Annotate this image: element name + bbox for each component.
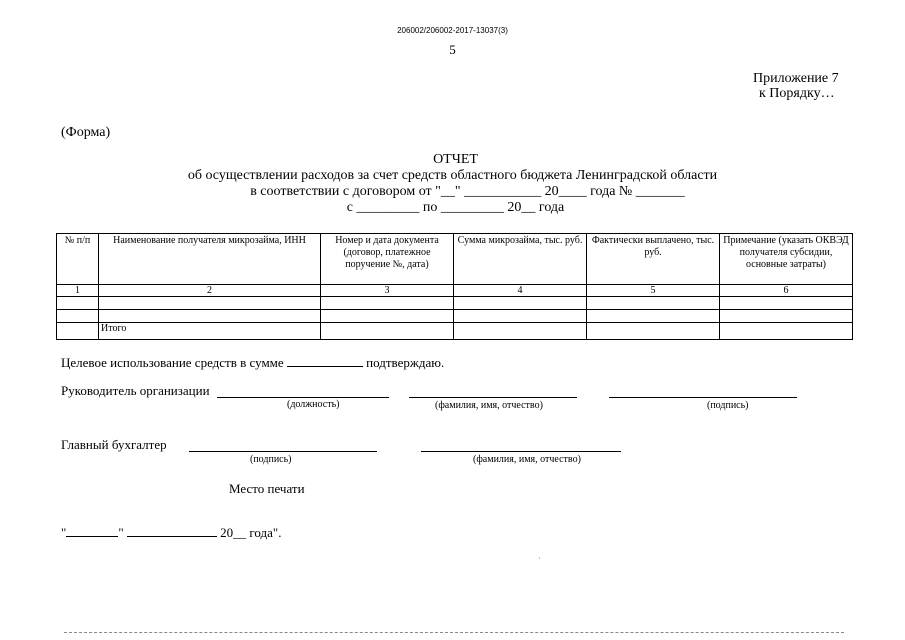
col-header-loan-amount: Сумма микрозайма, тыс. руб. — [454, 234, 587, 285]
table-cell[interactable] — [454, 310, 587, 323]
head-signature-caption: (подпись) — [707, 400, 749, 411]
table-cell[interactable] — [99, 310, 321, 323]
accountant-signature-caption: (подпись) — [250, 454, 292, 465]
title-line-2: об осуществлении расходов за счет средств областного бюджета Ленинградской области — [187, 168, 718, 183]
table-cell — [57, 323, 99, 340]
table-row-column-numbers — [57, 285, 853, 297]
amount-blank[interactable] — [287, 354, 363, 367]
date-year-text: 20__ года". — [220, 525, 282, 540]
confirmation-suffix: подтверждаю. — [366, 355, 445, 370]
accountant-name-line[interactable] — [421, 451, 621, 452]
appendix-line-1: Приложение 7 — [753, 71, 839, 86]
col-number-cell: 5 — [587, 285, 720, 297]
report-table — [56, 233, 853, 340]
col-header-number: № п/п — [57, 234, 99, 285]
col-number-cell: 2 — [99, 285, 321, 297]
report-title — [0, 152, 905, 216]
form-label: (Форма) — [61, 125, 111, 140]
col-header-recipient: Наименование получателя микрозайма, ИНН — [99, 234, 321, 285]
table-cell[interactable] — [57, 297, 99, 310]
date-line — [61, 524, 281, 541]
table-cell[interactable] — [720, 297, 853, 310]
col-number-cell: 4 — [454, 285, 587, 297]
table-cell[interactable] — [321, 310, 454, 323]
col-number-cell: 3 — [321, 285, 454, 297]
col-header-paid: Фактически выплачено, тыс. руб. — [587, 234, 720, 285]
date-mid-quote: " — [118, 525, 124, 540]
table-cell[interactable] — [99, 297, 321, 310]
appendix-reference — [753, 71, 839, 101]
date-open-quote: " — [61, 525, 67, 540]
page-number: 5 — [449, 42, 456, 57]
table-row — [57, 310, 853, 323]
col-header-document: Номер и дата документа (договор, платежное поручение №, дата) — [321, 234, 454, 285]
appendix-line-2: к Порядку… — [759, 86, 835, 101]
table-total-row — [57, 323, 853, 340]
bottom-edge-rule — [64, 632, 844, 633]
head-label: Руководитель организации — [61, 383, 210, 398]
title-line-4: с _________ по _________ 20__ года — [346, 200, 565, 215]
confirmation-prefix: Целевое использование средств в сумме — [61, 355, 284, 370]
month-blank[interactable] — [127, 524, 217, 537]
total-cell[interactable] — [454, 323, 587, 340]
head-name-line[interactable] — [409, 397, 577, 398]
confirmation-line — [61, 354, 444, 371]
title-line-3: в соответствии с договором от "__" ___________ 20____ года № _______ — [250, 184, 685, 199]
table-cell[interactable] — [321, 297, 454, 310]
total-label: Итого — [99, 323, 321, 340]
total-cell[interactable] — [321, 323, 454, 340]
table-cell[interactable] — [587, 297, 720, 310]
col-header-note: Примечание (указать ОКВЭД получателя субсидии, основные затраты) — [720, 234, 853, 285]
table-cell[interactable] — [454, 297, 587, 310]
head-position-caption: (должность) — [287, 399, 340, 410]
accountant-label: Главный бухгалтер — [61, 437, 167, 452]
col-number-cell: 6 — [720, 285, 853, 297]
accountant-signature-line[interactable] — [189, 451, 377, 452]
title-line-1: ОТЧЕТ — [433, 152, 478, 167]
total-cell[interactable] — [587, 323, 720, 340]
table-cell[interactable] — [587, 310, 720, 323]
table-cell[interactable] — [720, 310, 853, 323]
head-position-line[interactable] — [217, 397, 389, 398]
stamp-place: Место печати — [229, 481, 305, 496]
head-signature-line[interactable] — [609, 397, 797, 398]
table-header-row — [57, 234, 853, 285]
accountant-name-caption: (фамилия, имя, отчество) — [473, 454, 581, 465]
table-row — [57, 297, 853, 310]
total-cell[interactable] — [720, 323, 853, 340]
day-blank[interactable] — [66, 524, 118, 537]
col-number-cell: 1 — [57, 285, 99, 297]
scan-speck: · — [538, 554, 541, 563]
table-cell[interactable] — [57, 310, 99, 323]
document-id: 206002/206002-2017-13037(3) — [397, 26, 508, 35]
head-name-caption: (фамилия, имя, отчество) — [435, 400, 543, 411]
